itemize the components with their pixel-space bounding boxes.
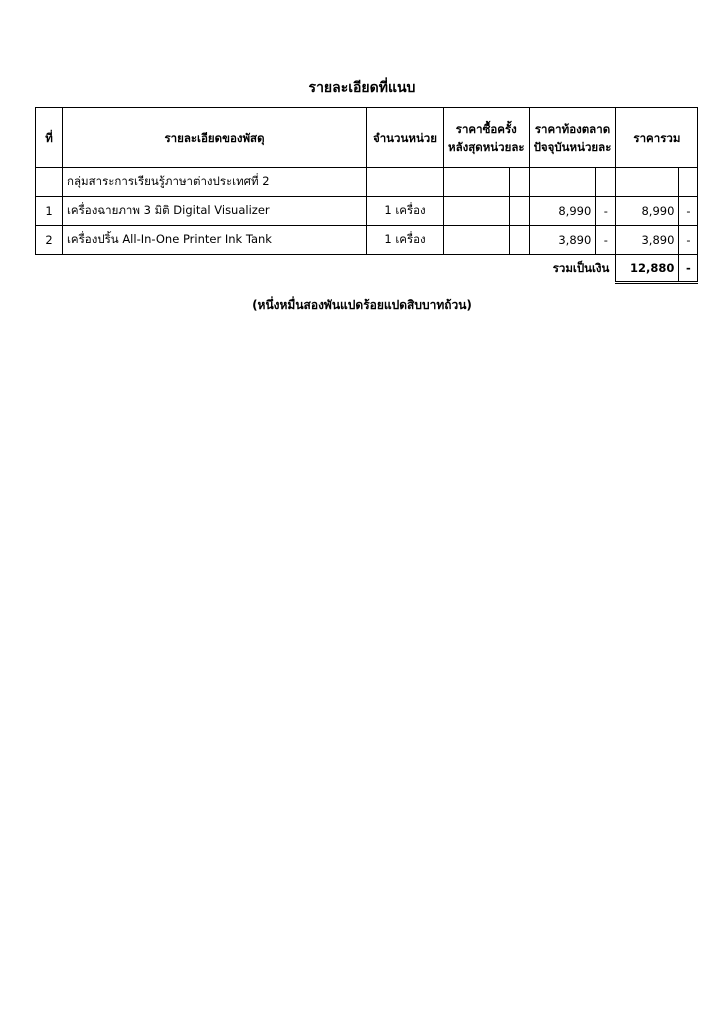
group-no-cell <box>36 168 63 197</box>
item-last-price <box>444 197 510 226</box>
item-description: เครื่องปริ้น All-In-One Printer Ink Tank <box>63 226 367 255</box>
item-last-price <box>444 226 510 255</box>
item-last-price-satang <box>509 197 529 226</box>
item-total-satang: - <box>679 197 698 226</box>
group-market-price-satang-cell <box>596 168 616 197</box>
group-last-price-satang-cell <box>509 168 529 197</box>
group-quantity-cell <box>367 168 444 197</box>
table-row <box>36 226 698 255</box>
table-row <box>36 197 698 226</box>
header-no: ที่ <box>36 108 63 168</box>
group-last-price-cell <box>444 168 510 197</box>
group-market-price-cell <box>529 168 596 197</box>
sum-satang: - <box>679 255 698 283</box>
group-row <box>36 168 698 197</box>
item-market-price: 3,890 <box>529 226 596 255</box>
header-quantity: จำนวนหน่วย <box>367 108 444 168</box>
header-market-price-line2: ปัจจุบันหน่วยละ <box>533 139 612 154</box>
page-title: รายละเอียดที่แนบ <box>308 80 416 96</box>
group-total-satang-cell <box>679 168 698 197</box>
items-table <box>35 107 698 284</box>
header-market-price-line1: ราคาท้องตลาด <box>534 121 611 136</box>
group-label: กลุ่มสาระการเรียนรู้ภาษาต่างประเทศที่ 2 <box>63 168 367 197</box>
item-total: 8,990 <box>616 197 679 226</box>
item-market-price: 8,990 <box>529 197 596 226</box>
header-description: รายละเอียดของพัสดุ <box>63 108 367 168</box>
item-last-price-satang <box>509 226 529 255</box>
group-total-cell <box>616 168 679 197</box>
amount-in-words: (หนึ่งหมื่นสองพันแปดร้อยแปดสิบบาทถ้วน) <box>252 298 472 312</box>
item-market-price-satang: - <box>596 226 616 255</box>
item-market-price-satang: - <box>596 197 616 226</box>
table-header-row <box>36 108 698 168</box>
header-total: ราคารวม <box>616 108 698 168</box>
item-no: 1 <box>36 197 63 226</box>
header-last-price-line1: ราคาซื้อครั้ง <box>455 121 517 136</box>
sum-amount: 12,880 <box>616 255 679 283</box>
item-no: 2 <box>36 226 63 255</box>
item-quantity: 1 เครื่อง <box>367 226 444 255</box>
item-total: 3,890 <box>616 226 679 255</box>
header-last-price-line2: หลังสุดหน่วยละ <box>448 139 525 154</box>
item-total-satang: - <box>679 226 698 255</box>
sum-row <box>36 255 698 283</box>
item-description: เครื่องฉายภาพ 3 มิติ Digital Visualizer <box>63 197 367 226</box>
item-quantity: 1 เครื่อง <box>367 197 444 226</box>
sum-label: รวมเป็นเงิน <box>552 260 610 275</box>
header-market-price <box>529 108 616 168</box>
header-last-price <box>444 108 530 168</box>
